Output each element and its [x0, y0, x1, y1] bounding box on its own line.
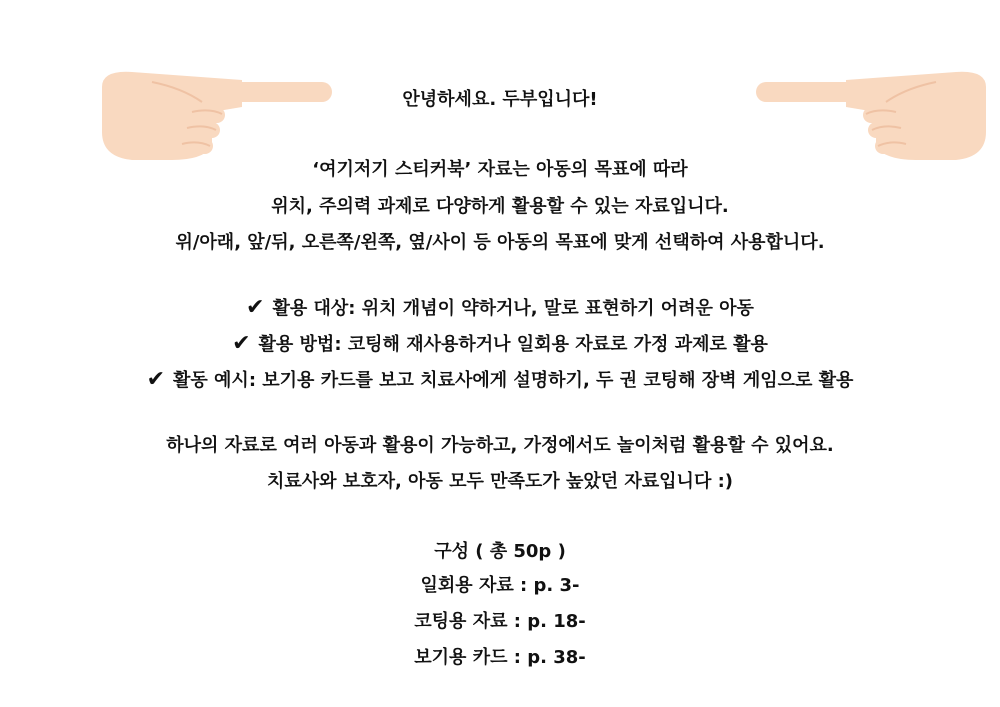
- closing-line-1: 하나의 자료로 여러 아동과 활용이 가능하고, 가정에서도 놀이처럼 활용할 수 있어요.: [166, 435, 834, 456]
- closing-line-2: 치료사와 보호자, 아동 모두 만족도가 높았던 자료입니다 :): [266, 471, 734, 492]
- composition-title: 구성 ( 총 50p ): [434, 541, 566, 562]
- checkmark-icon: ✔: [232, 331, 251, 356]
- checklist-item: [0, 296, 1000, 321]
- checklist-item-text: 활용 방법: 코팅해 재사용하거나 일회용 자료로 가정 과제로 활용: [258, 334, 768, 355]
- pointing-hand-left-icon: [756, 62, 996, 162]
- checklist-item-text: 활동 예시: 보기용 카드를 보고 치료사에게 설명하기, 두 권 코팅해 장벽 게임으로 활용: [173, 370, 854, 391]
- composition-item: 일회용 자료 : p. 3-: [420, 575, 580, 596]
- composition-item: 코팅용 자료 : p. 18-: [414, 611, 586, 632]
- checkmark-icon: ✔: [246, 295, 265, 320]
- checkmark-icon: ✔: [146, 367, 165, 392]
- checklist-item: [0, 368, 1000, 393]
- checklist-item-text: 활용 대상: 위치 개념이 약하거나, 말로 표현하기 어려운 아동: [272, 298, 754, 319]
- checklist-item: [0, 332, 1000, 357]
- composition-item: 보기용 카드 : p. 38-: [414, 647, 586, 668]
- pointing-hand-right-icon: [92, 62, 332, 162]
- intro-line-2: 위치, 주의력 과제로 다양하게 활용할 수 있는 자료입니다.: [271, 196, 729, 217]
- intro-line-3: 위/아래, 앞/뒤, 오른쪽/왼쪽, 옆/사이 등 아동의 목표에 맞게 선택하여 사용합니다.: [175, 232, 825, 253]
- greeting-title: 안녕하세요. 두부입니다!: [402, 89, 598, 110]
- intro-line-1: ‘여기저기 스티커북’ 자료는 아동의 목표에 따라: [312, 159, 688, 180]
